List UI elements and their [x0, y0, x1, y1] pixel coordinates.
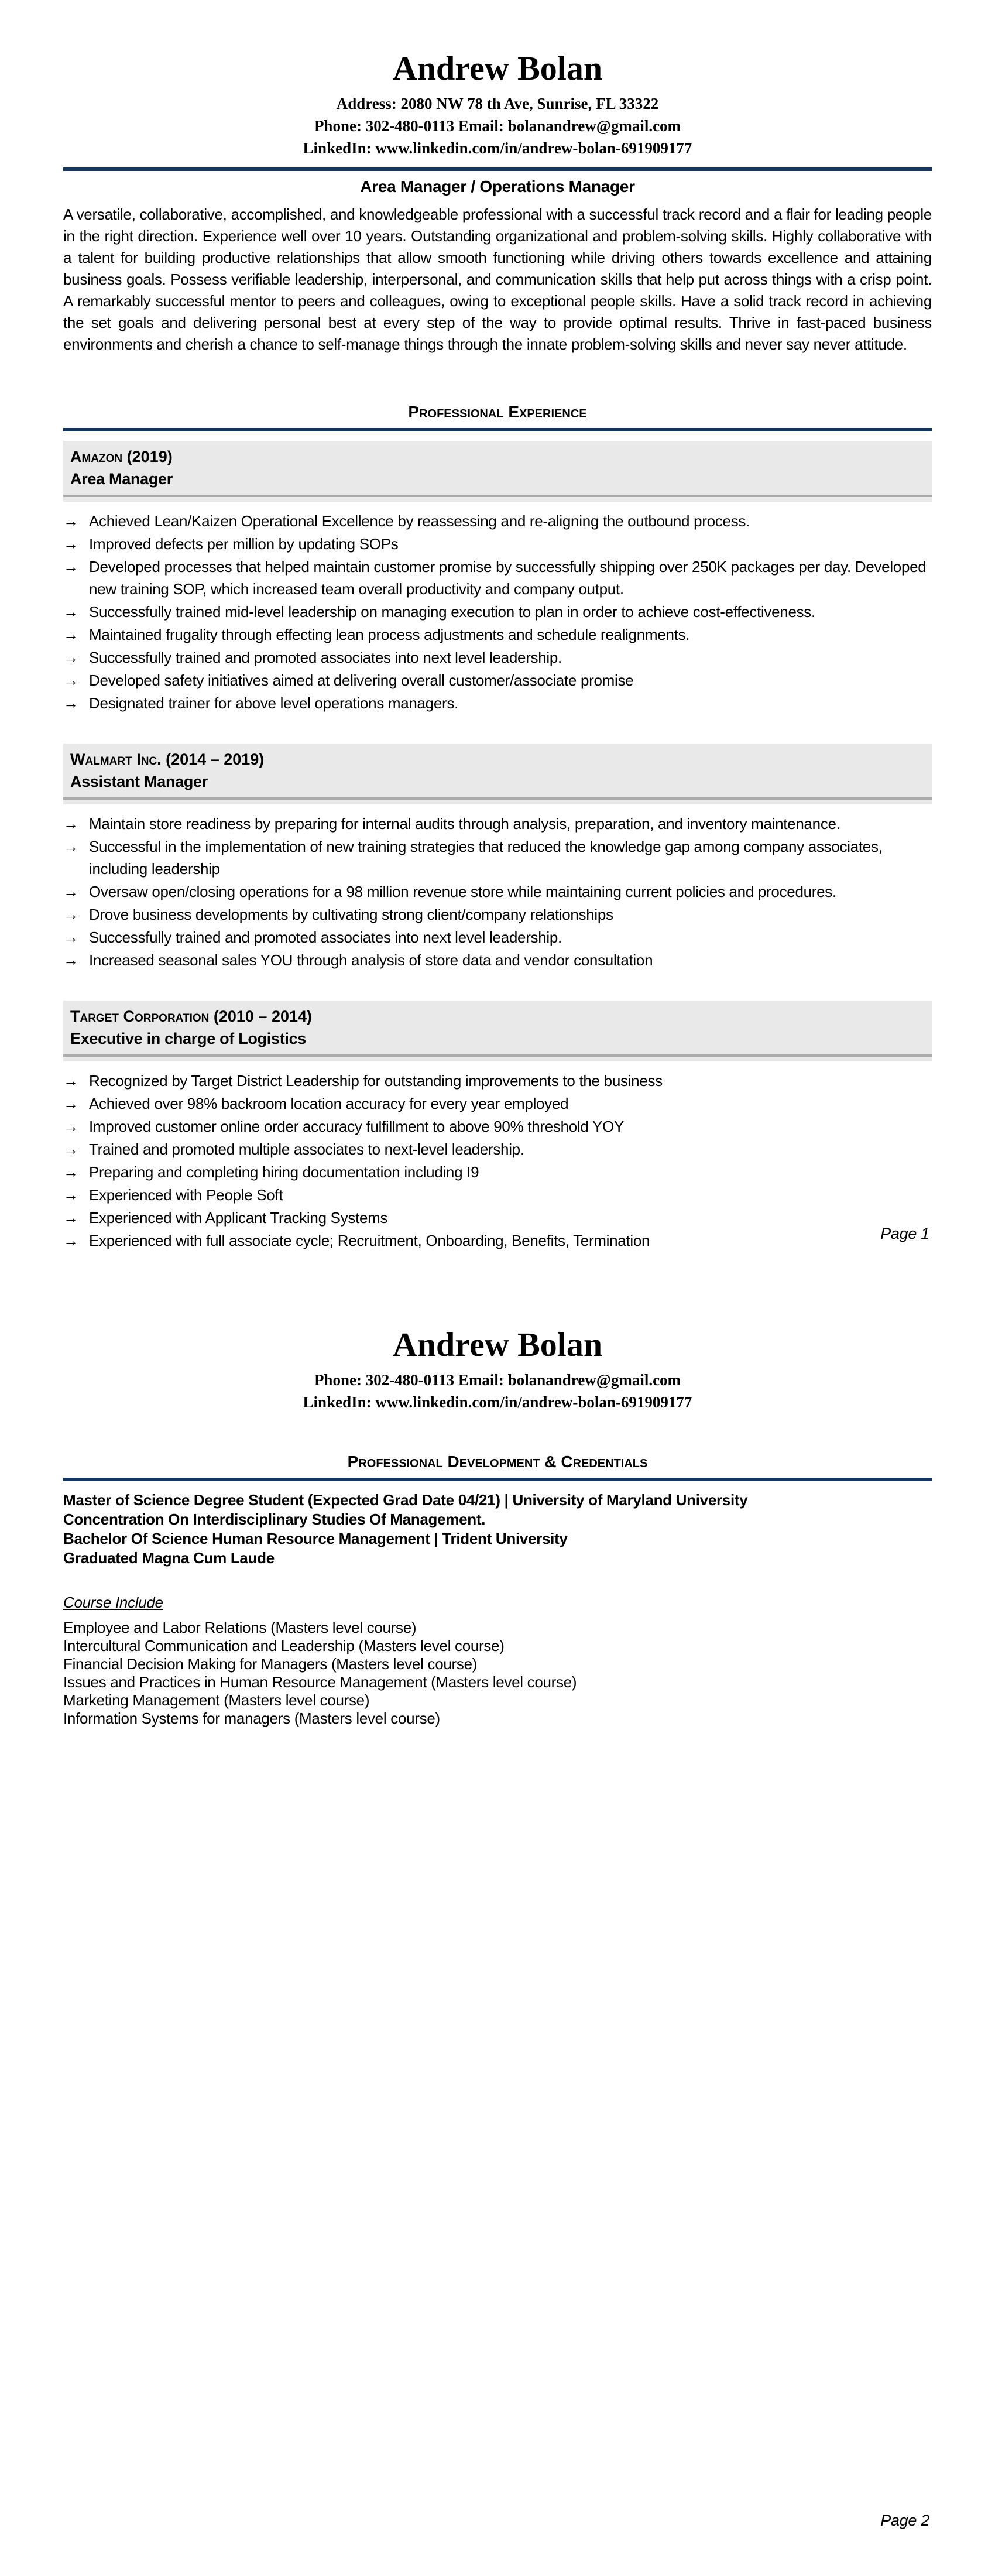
- address-line: Address: 2080 NW 78 th Ave, Sunrise, FL 33322: [336, 95, 659, 112]
- bullet-item: [63, 1184, 932, 1206]
- linkedin-line: LinkedIn: www.linkedin.com/in/andrew-bolan-691909177: [303, 1393, 692, 1411]
- bullet-text: Developed processes that helped maintain customer promise by successfully shipping over 250K packages per day. Developed new training SOP, which increased team overall productivity and company output.: [89, 558, 927, 598]
- job-title: Assistant Manager: [70, 773, 208, 790]
- resume-page-2: [0, 1280, 995, 1728]
- bullet-item: [63, 1092, 932, 1115]
- bullet-text: Improved customer online order accuracy fulfillment to above 90% threshold YOY: [89, 1118, 625, 1135]
- bullet-item: [63, 1138, 932, 1160]
- education-lines: [63, 1491, 932, 1568]
- company-box-rule: [63, 495, 932, 497]
- company-header-target: [63, 1001, 932, 1061]
- company-header-walmart: [63, 744, 932, 804]
- bullet-item: [63, 1161, 932, 1183]
- section-heading-experience: Professional Experience: [408, 403, 587, 421]
- linkedin-line: LinkedIn: www.linkedin.com/in/andrew-bolan-691909177: [303, 139, 692, 157]
- bullet-text: Successfully trained mid-level leadership on managing execution to plan in order to achieve cost-effectiveness.: [89, 603, 815, 621]
- bullet-item: [63, 835, 932, 880]
- bullet-item: [63, 926, 932, 948]
- section-heading-credentials: Professional Development & Credentials: [347, 1453, 648, 1471]
- arrow-bullet-icon: →: [63, 1209, 78, 1227]
- company-name: Walmart Inc. (2014 – 2019): [70, 751, 265, 768]
- bullet-text: Developed safety initiatives aimed at delivering overall customer/associate promise: [89, 672, 634, 689]
- arrow-bullet-icon: →: [63, 1232, 78, 1249]
- bullet-item: [63, 881, 932, 903]
- company-header-amazon: [63, 441, 932, 502]
- job-title: Area Manager: [70, 470, 173, 488]
- arrow-bullet-icon: →: [63, 1118, 78, 1135]
- arrow-bullet-icon: →: [63, 1186, 78, 1204]
- bullet-list-target: [63, 1070, 932, 1252]
- arrow-bullet-icon: →: [63, 1072, 78, 1090]
- bullet-item: [63, 813, 932, 835]
- course-item: Employee and Labor Relations (Masters level course): [63, 1619, 417, 1636]
- credentials-divider: [63, 1478, 932, 1481]
- bullet-text: Successfully trained and promoted associates into next level leadership.: [89, 649, 562, 666]
- arrow-bullet-icon: →: [63, 535, 78, 553]
- course-item: Intercultural Communication and Leadership (Masters level course): [63, 1637, 505, 1654]
- bullet-item: [63, 1115, 932, 1138]
- page-2-footer: Page 2: [880, 2512, 929, 2529]
- course-include-heading: Course Include: [63, 1594, 163, 1611]
- bullet-text: Experienced with full associate cycle; Recruitment, Onboarding, Benefits, Termination: [89, 1232, 650, 1249]
- bullet-item: [63, 949, 932, 971]
- bullet-text: Improved defects per million by updating SOPs: [89, 535, 399, 553]
- arrow-bullet-icon: →: [63, 603, 78, 621]
- target-role-title: Area Manager / Operations Manager: [360, 177, 635, 196]
- bullet-list-walmart: [63, 813, 932, 971]
- arrow-bullet-icon: →: [63, 512, 78, 530]
- course-item: Marketing Management (Masters level course): [63, 1691, 370, 1709]
- bullet-item: [63, 903, 932, 926]
- header-divider: [63, 167, 932, 171]
- bullet-item: [63, 624, 932, 646]
- arrow-bullet-icon: →: [63, 1095, 78, 1112]
- bullet-item: [63, 1070, 932, 1092]
- education-line: Graduated Magna Cum Laude: [63, 1549, 275, 1567]
- arrow-bullet-icon: →: [63, 838, 78, 855]
- course-item: Issues and Practices in Human Resource Management (Masters level course): [63, 1673, 577, 1691]
- bullet-item: [63, 601, 932, 623]
- bullet-text: Oversaw open/closing operations for a 98 million revenue store while maintaining current policies and procedures.: [89, 883, 836, 900]
- education-block: [63, 1491, 932, 1568]
- company-box-rule: [63, 797, 932, 800]
- experience-divider: [63, 428, 932, 431]
- course-list: [63, 1619, 932, 1728]
- bullet-item: [63, 1229, 932, 1252]
- phone-email-line: Phone: 302-480-0113 Email: bolanandrew@gmail.com: [314, 1371, 681, 1389]
- company-name: Target Corporation (2010 – 2014): [70, 1008, 312, 1025]
- bullet-item: [63, 646, 932, 669]
- company-name: Amazon (2019): [70, 448, 173, 465]
- bullet-text: Trained and promoted multiple associates to next-level leadership.: [89, 1140, 524, 1158]
- bullet-item: [63, 533, 932, 555]
- bullet-text: Maintain store readiness by preparing for internal audits through analysis, preparation, and inventory maintenance.: [89, 815, 840, 833]
- bullet-text: Increased seasonal sales YOU through analysis of store data and vendor consultation: [89, 951, 653, 969]
- arrow-bullet-icon: →: [63, 951, 78, 969]
- arrow-bullet-icon: →: [63, 1140, 78, 1158]
- bullet-text: Recognized by Target District Leadership for outstanding improvements to the business: [89, 1072, 663, 1090]
- bullet-list-amazon: [63, 510, 932, 714]
- candidate-name: Andrew Bolan: [392, 49, 603, 87]
- arrow-bullet-icon: →: [63, 626, 78, 643]
- arrow-bullet-icon: →: [63, 694, 78, 712]
- arrow-bullet-icon: →: [63, 672, 78, 689]
- bullet-text: Successful in the implementation of new training strategies that reduced the knowledge gap among company associates, including leadership: [89, 838, 883, 878]
- course-item: Information Systems for managers (Masters level course): [63, 1710, 440, 1727]
- arrow-bullet-icon: →: [63, 1163, 78, 1181]
- bullet-text: Achieved Lean/Kaizen Operational Excellence by reassessing and re-aligning the outbound process.: [89, 512, 750, 530]
- arrow-bullet-icon: →: [63, 906, 78, 923]
- bullet-text: Drove business developments by cultivating strong client/company relationships: [89, 906, 613, 923]
- page-1-footer: Page 1: [880, 1225, 929, 1242]
- bullet-item: [63, 669, 932, 691]
- candidate-name: Andrew Bolan: [392, 1325, 603, 1364]
- bullet-text: Successfully trained and promoted associates into next level leadership.: [89, 929, 562, 946]
- summary-paragraph: A versatile, collaborative, accomplished, and knowledgeable professional with a successful track record and a flair for leading people in the right direction. Experience well over 10 years. Outstanding organizational and problem-solving skills. Highly collaborative with a talent for building productive relationships that allow smooth functioning while driving others towards excellence and attaining business goals. Possess verifiable leadership, interpersonal, and communication skills that help put across things with a crisp point. A remarkably successful mentor to peers and colleagues, owing to exceptional people skills. Have a solid track record in achieving the set goals and delivering personal best at every step of the way to provide optimal results. Thrive in fast-paced business environments and cherish a chance to self-manage things through the innate problem-solving skills and never say never attitude.: [63, 205, 932, 353]
- job-title: Executive in charge of Logistics: [70, 1030, 307, 1047]
- arrow-bullet-icon: →: [63, 883, 78, 900]
- phone-email-line: Phone: 302-480-0113 Email: bolanandrew@gmail.com: [314, 117, 681, 135]
- bullet-text: Achieved over 98% backroom location accuracy for every year employed: [89, 1095, 569, 1112]
- bullet-text: Experienced with Applicant Tracking Systems: [89, 1209, 388, 1227]
- arrow-bullet-icon: →: [63, 558, 78, 576]
- bullet-item: [63, 556, 932, 600]
- bullet-item: [63, 692, 932, 714]
- company-box-rule: [63, 1054, 932, 1057]
- arrow-bullet-icon: →: [63, 815, 78, 833]
- arrow-bullet-icon: →: [63, 649, 78, 666]
- resume-page-1: [0, 0, 995, 1252]
- education-line: Bachelor Of Science Human Resource Management | Trident University: [63, 1530, 568, 1547]
- bullet-text: Designated trainer for above level operations managers.: [89, 694, 458, 712]
- education-line: Concentration On Interdisciplinary Studies Of Management.: [63, 1510, 486, 1528]
- education-line: Master of Science Degree Student (Expected Grad Date 04/21) | University of Maryland University: [63, 1491, 748, 1509]
- bullet-text: Preparing and completing hiring documentation including I9: [89, 1163, 479, 1181]
- bullet-item: [63, 1207, 932, 1229]
- course-item: Financial Decision Making for Managers (Masters level course): [63, 1655, 478, 1673]
- arrow-bullet-icon: →: [63, 929, 78, 946]
- bullet-text: Experienced with People Soft: [89, 1186, 283, 1204]
- bullet-item: [63, 510, 932, 532]
- bullet-text: Maintained frugality through effecting lean process adjustments and schedule realignments.: [89, 626, 690, 643]
